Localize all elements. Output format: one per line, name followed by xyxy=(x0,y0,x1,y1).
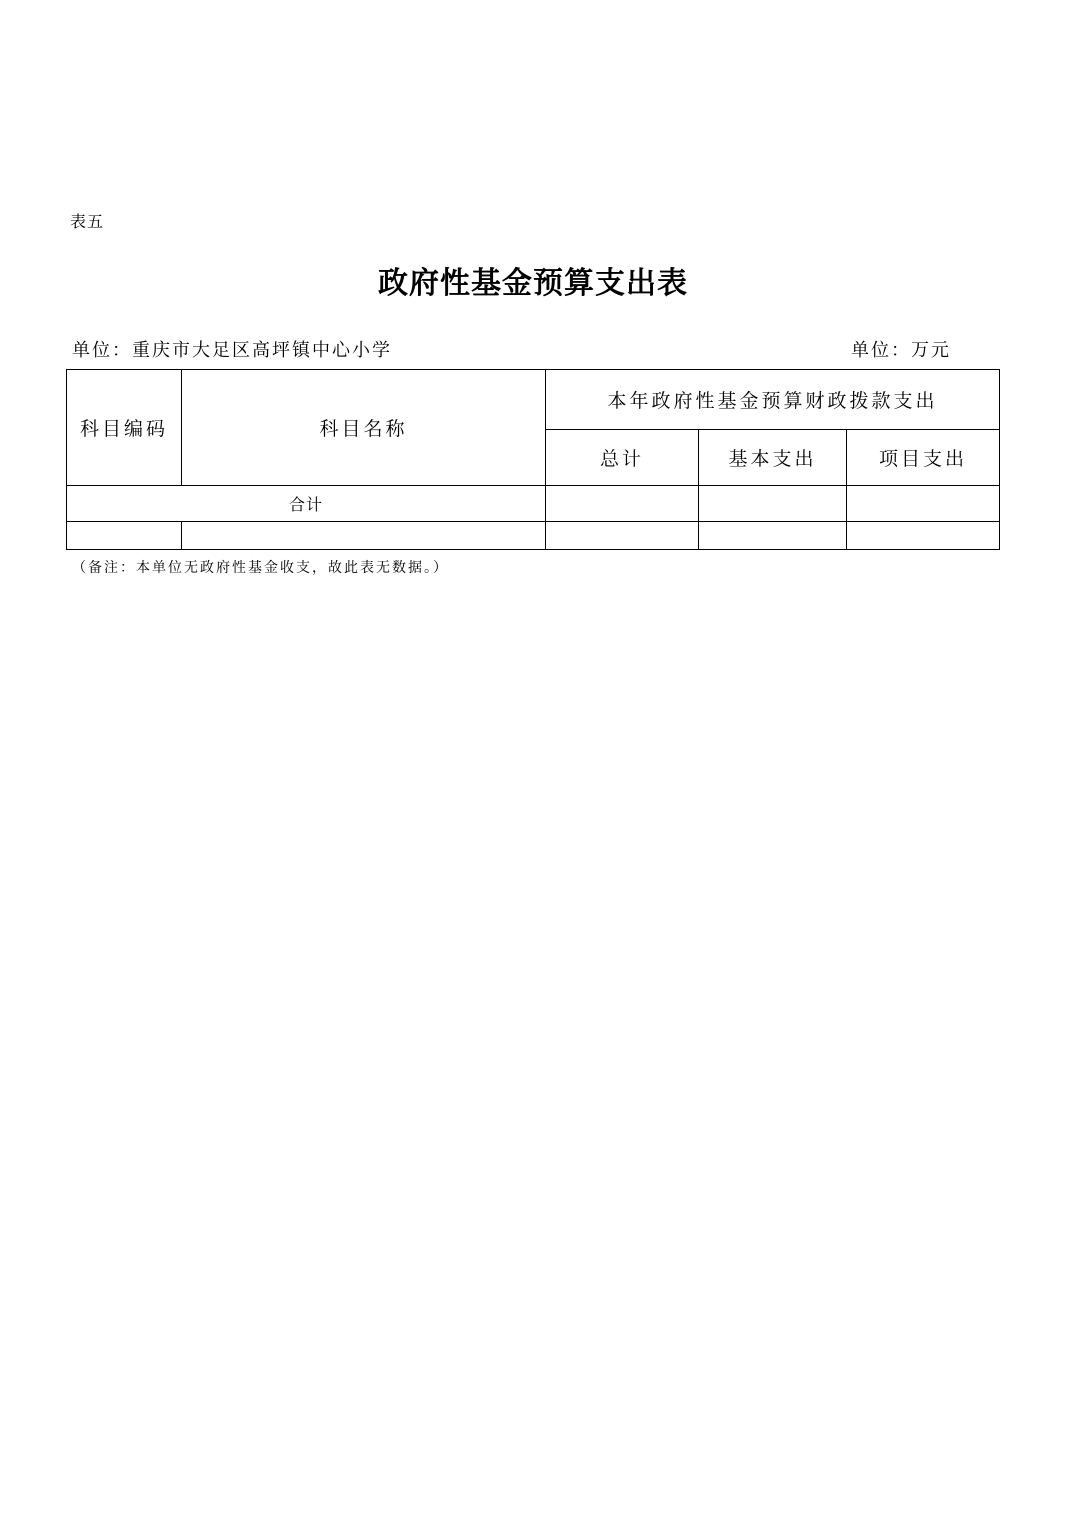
row-code xyxy=(67,522,182,550)
total-label: 合计 xyxy=(67,486,546,522)
table-row xyxy=(67,522,1000,550)
budget-table xyxy=(66,369,1000,550)
header-code: 科目编码 xyxy=(67,370,182,486)
total-row xyxy=(67,486,1000,522)
table-label: 表五 xyxy=(70,212,105,231)
table-header-row xyxy=(67,370,1000,430)
unit-currency: 单位：万元 xyxy=(851,340,951,361)
total-value-basic xyxy=(699,486,847,522)
header-project: 项目支出 xyxy=(847,430,1000,486)
page-title: 政府性基金预算支出表 xyxy=(378,266,688,301)
row-basic xyxy=(699,522,847,550)
row-project xyxy=(847,522,1000,550)
header-total: 总计 xyxy=(546,430,699,486)
total-value-total xyxy=(546,486,699,522)
total-value-project xyxy=(847,486,1000,522)
header-basic: 基本支出 xyxy=(699,430,847,486)
header-name: 科目名称 xyxy=(182,370,546,486)
footnote: （备注：本单位无政府性基金收支，故此表无数据。） xyxy=(72,560,449,576)
row-name xyxy=(182,522,546,550)
unit-organization: 单位：重庆市大足区高坪镇中心小学 xyxy=(72,340,392,361)
header-group: 本年政府性基金预算财政拨款支出 xyxy=(546,370,1000,430)
row-total xyxy=(546,522,699,550)
